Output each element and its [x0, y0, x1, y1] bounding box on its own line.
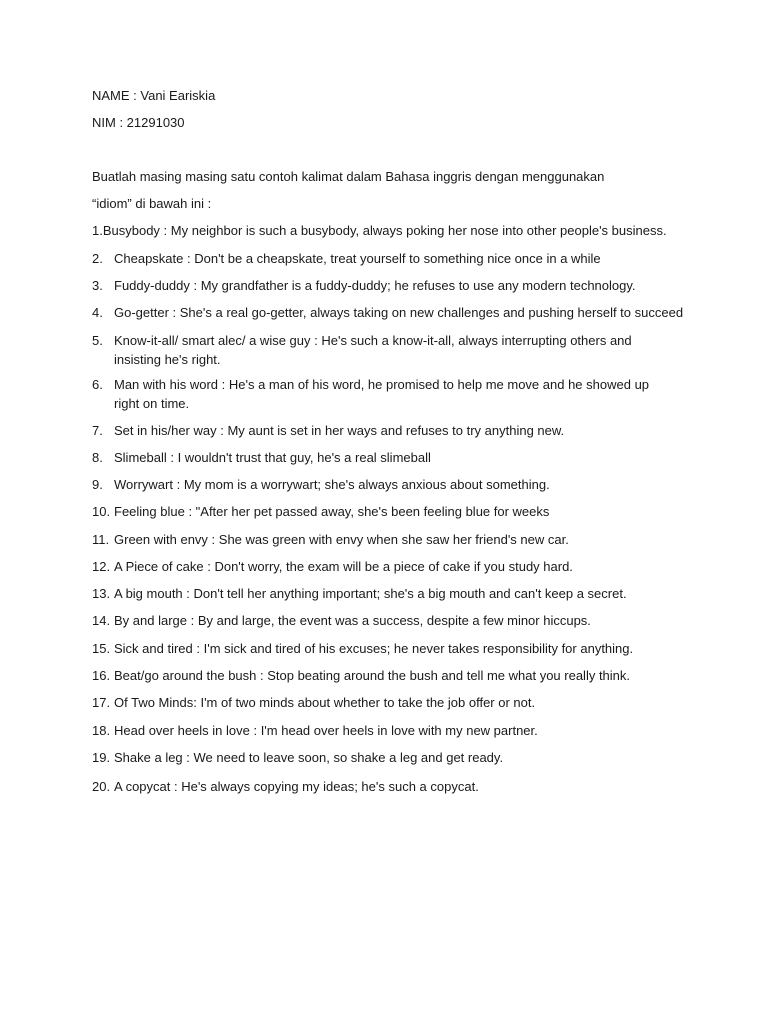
list-item [92, 503, 692, 522]
list-item [92, 250, 692, 269]
list-item [92, 222, 692, 241]
list-item [92, 304, 692, 323]
list-item-number: 19. [92, 750, 111, 765]
list-item [92, 694, 692, 713]
list-item-number: 9. [92, 477, 103, 492]
list-item-number: 2. [92, 251, 103, 266]
list-item-text: Worrywart : My mom is a worrywart; she's always anxious about something. [114, 477, 550, 492]
list-item-number: 6. [92, 377, 103, 392]
list-item [92, 778, 692, 797]
list-item-text: Cheapskate : Don't be a cheapskate, treat yourself to something nice once in a while [114, 251, 601, 266]
list-item-text: Shake a leg : We need to leave soon, so shake a leg and get ready. [114, 750, 504, 765]
list-item [92, 476, 692, 495]
list-item [92, 722, 692, 741]
list-item-text: Set in his/her way : My aunt is set in her ways and refuses to try anything new. [114, 423, 565, 438]
list-item-text: Slimeball : I wouldn't trust that guy, he's a real slimeball [114, 450, 431, 465]
list-item [92, 612, 692, 631]
list-item [92, 640, 692, 659]
instruction-line-1: Buatlah masing masing satu contoh kalimat dalam Bahasa inggris dengan menggunakan [92, 169, 605, 184]
list-item-number: 10. [92, 504, 111, 519]
list-item-text: A Piece of cake : Don't worry, the exam will be a piece of cake if you study hard. [114, 559, 573, 574]
list-item-text: 1.Busybody : My neighbor is such a busybody, always poking her nose into other people's business. [92, 223, 667, 238]
list-item-number: 13. [92, 586, 111, 601]
list-item-text: Feeling blue : "After her pet passed away, she's been feeling blue for weeks [114, 504, 550, 519]
list-item [92, 449, 692, 468]
list-item-number: 3. [92, 278, 103, 293]
list-item-text: Go-getter : She's a real go-getter, always taking on new challenges and pushing herself to succeed [114, 305, 684, 320]
list-item [92, 332, 692, 369]
list-item [92, 422, 692, 441]
list-item-number: 17. [92, 695, 111, 710]
list-item-number: 11. [92, 532, 110, 547]
list-item-text: Sick and tired : I'm sick and tired of his excuses; he never takes responsibility for anything. [114, 641, 634, 656]
list-item-text: Fuddy-duddy : My grandfather is a fuddy-duddy; he refuses to use any modern technology. [114, 278, 636, 293]
list-item [92, 749, 692, 768]
list-item-number: 14. [92, 613, 111, 628]
instruction-line-2: “idiom” di bawah ini : [92, 196, 212, 211]
list-item-text: A big mouth : Don't tell her anything important; she's a big mouth and can't keep a secret. [114, 586, 627, 601]
list-item [92, 558, 692, 577]
list-item [92, 667, 692, 686]
list-item-text: Man with his word : He's a man of his word, he promised to help me move and he showed up right on time. [114, 377, 650, 411]
list-item-text: A copycat : He's always copying my ideas; he's such a copycat. [114, 779, 479, 794]
list-item [92, 585, 692, 604]
list-item-text: Head over heels in love : I'm head over heels in love with my new partner. [114, 723, 538, 738]
list-item-number: 16. [92, 668, 111, 683]
list-item [92, 376, 692, 413]
list-item-number: 4. [92, 305, 103, 320]
list-item [92, 531, 692, 550]
list-item-number: 20. [92, 779, 111, 794]
list-item [92, 277, 692, 296]
list-item-number: 12. [92, 559, 111, 574]
list-item-number: 5. [92, 333, 103, 348]
list-item-number: 8. [92, 450, 103, 465]
student-nim: NIM : 21291030 [92, 115, 185, 130]
list-item-number: 15. [92, 641, 111, 656]
list-item-text: Beat/go around the bush : Stop beating around the bush and tell me what you really think. [114, 668, 631, 683]
list-item-number: 18. [92, 723, 111, 738]
list-item-text: Know-it-all/ smart alec/ a wise guy : He's such a know-it-all, always interrupting others and insisting he's right. [114, 333, 632, 367]
list-item-text: Green with envy : She was green with envy when she saw her friend's new car. [114, 532, 569, 547]
list-item-number: 7. [92, 423, 103, 438]
list-item-text: Of Two Minds: I'm of two minds about whether to take the job offer or not. [114, 695, 536, 710]
list-item-text: By and large : By and large, the event was a success, despite a few minor hiccups. [114, 613, 591, 628]
student-name: NAME : Vani Eariskia [92, 88, 216, 103]
